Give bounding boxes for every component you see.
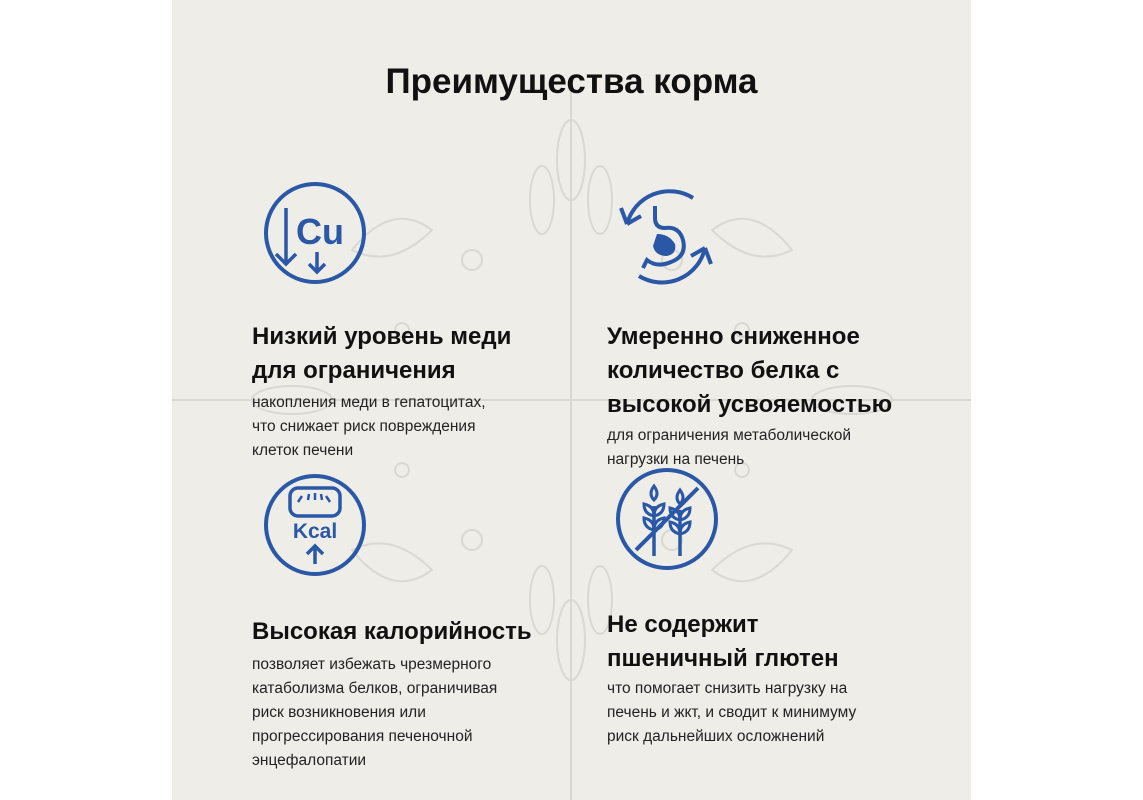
benefits-card <box>172 0 971 800</box>
feature-description-gluten: что помогает снизить нагрузку на печень и жкт, и сводит к минимуму риск дальнейших осложнений <box>607 680 857 745</box>
feature-heading-gluten: Не содержит пшеничный глютен <box>607 611 839 672</box>
feature-description-calories: позволяет избежать чрезмерного катаболизма белков, ограничивая риск возникновения или прогрессирования печеночной энцефалопатии <box>252 656 498 769</box>
feature-description-protein: для ограничения метаболической нагрузки на печень <box>607 427 851 468</box>
copper-down-icon <box>262 180 368 286</box>
kcal-scale-icon <box>262 472 368 578</box>
feature-heading-protein: Умеренно сниженное количество белка с высокой усвояемостью <box>607 323 893 418</box>
no-wheat-icon <box>614 466 720 572</box>
feature-heading-copper: Низкий уровень меди для ограничения <box>252 323 512 384</box>
copper-symbol: Cu <box>296 211 344 252</box>
feature-heading-calories: Высокая калорийность <box>252 618 532 645</box>
feature-description-copper: накопления меди в гепатоцитах, что снижает риск повреждения клеток печени <box>252 394 486 459</box>
page-title: Преимущества корма <box>385 62 758 101</box>
stomach-cycle-icon <box>613 184 719 290</box>
kcal-label: Kcal <box>292 520 338 543</box>
